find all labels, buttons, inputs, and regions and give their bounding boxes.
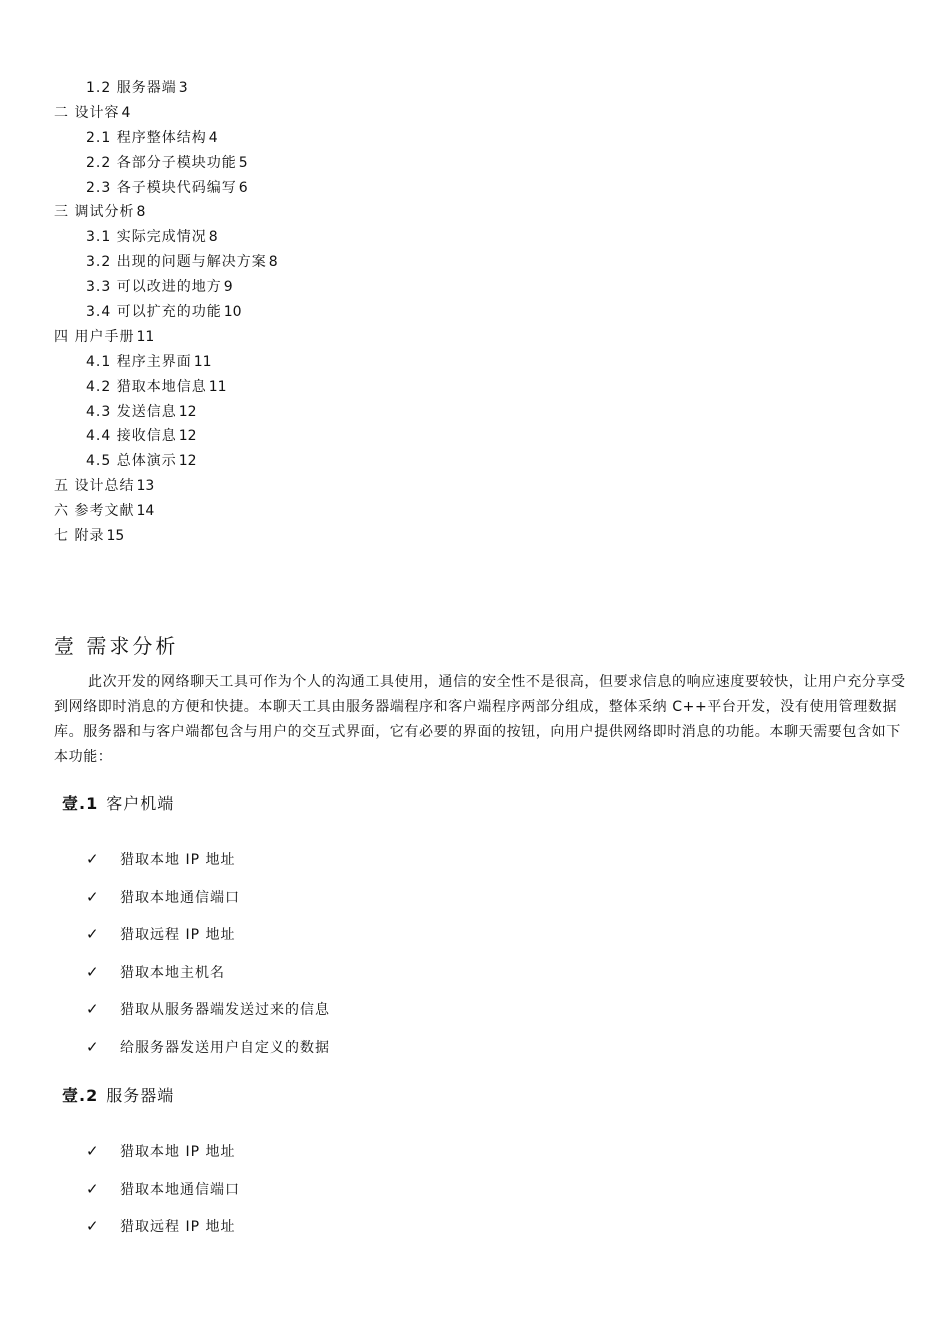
subsection-number: 壹.1 bbox=[62, 794, 99, 813]
list-item: ✓ 给服务器发送用户自定义的数据 bbox=[86, 1029, 330, 1067]
toc-item[interactable]: 七 附录 15 bbox=[54, 528, 125, 545]
checkmark-icon: ✓ bbox=[86, 1179, 100, 1198]
toc-item[interactable]: 六 参考文献 14 bbox=[54, 503, 155, 520]
toc-item[interactable]: 4.2 猎取本地信息 11 bbox=[86, 378, 227, 395]
list-item: ✓ 猎取本地 IP 地址 bbox=[86, 1133, 240, 1171]
list-item: ✓ 猎取从服务器端发送过来的信息 bbox=[86, 991, 330, 1029]
section-heading bbox=[54, 630, 178, 659]
checkmark-icon: ✓ bbox=[86, 850, 100, 868]
list-item: ✓ 猎取本地通信端口 bbox=[86, 1171, 240, 1209]
list-item: ✓ 猎取远程 IP 地址 bbox=[86, 1208, 240, 1246]
table-of-contents bbox=[54, 76, 554, 549]
toc-item[interactable]: 3.4 可以扩充的功能 10 bbox=[86, 304, 242, 321]
toc-item[interactable]: 4.1 程序主界面 11 bbox=[86, 353, 212, 370]
toc-item[interactable]: 2.3 各子模块代码编写 6 bbox=[86, 179, 248, 196]
toc-item[interactable]: 三 调试分析 8 bbox=[54, 204, 146, 221]
toc-item[interactable]: 2.2 各部分子模块功能 5 bbox=[86, 154, 248, 171]
body-paragraph bbox=[54, 670, 906, 770]
list-item: ✓ 猎取本地 IP 地址 bbox=[86, 841, 330, 879]
client-feature-list bbox=[86, 841, 330, 1066]
section-number: 壹 bbox=[54, 634, 77, 658]
checkmark-icon: ✓ bbox=[86, 1217, 100, 1235]
list-item: ✓ 猎取本地通信端口 bbox=[86, 879, 330, 917]
subsection-title: 服务器端 bbox=[106, 1086, 175, 1105]
checkmark-icon: ✓ bbox=[86, 925, 100, 943]
subsection-number: 壹.2 bbox=[62, 1086, 99, 1105]
section-title: 需求分析 bbox=[86, 634, 179, 658]
toc-item[interactable]: 3.1 实际完成情况 8 bbox=[86, 229, 218, 246]
list-item: ✓ 猎取远程 IP 地址 bbox=[86, 916, 330, 954]
paragraph-text: 此次开发的网络聊天工具可作为个人的沟通工具使用，通信的安全性不是很高，但要求信息的响应速度要较快，让用户充分享受到网络即时消息的方便和快捷。本聊天工具由服务器端程序和客户端程序两部分组成，整体采纳 C++平台开发，没有使用管理数据库。服务器和与客户端都包含与用户的交互式界面，它有必要的界面的按钮，向用户提供网络即时消息的功能。本聊天需要包含如下本功能： bbox=[54, 674, 906, 765]
server-feature-list bbox=[86, 1133, 240, 1246]
subsection-heading bbox=[62, 1083, 174, 1106]
toc-item[interactable]: 4.5 总体演示 12 bbox=[86, 453, 197, 470]
toc-item[interactable]: 1.2 服务器端 3 bbox=[86, 80, 188, 96]
subsection-title: 客户机端 bbox=[106, 794, 175, 813]
checkmark-icon: ✓ bbox=[86, 1037, 100, 1056]
checkmark-icon: ✓ bbox=[86, 887, 100, 906]
checkmark-icon: ✓ bbox=[86, 962, 100, 981]
toc-item[interactable]: 2.1 程序整体结构 4 bbox=[86, 129, 218, 146]
toc-item[interactable]: 四 用户手册 11 bbox=[54, 328, 155, 345]
toc-item[interactable]: 3.3 可以改进的地方 9 bbox=[86, 279, 233, 296]
checkmark-icon: ✓ bbox=[86, 1000, 100, 1018]
list-item: ✓ 猎取本地主机名 bbox=[86, 954, 330, 992]
toc-item[interactable]: 4.3 发送信息 12 bbox=[86, 403, 197, 420]
toc-item[interactable]: 五 设计总结 13 bbox=[54, 478, 155, 495]
subsection-heading bbox=[62, 791, 174, 814]
checkmark-icon: ✓ bbox=[86, 1142, 100, 1160]
toc-item[interactable]: 二 设计容 4 bbox=[54, 104, 131, 121]
toc-item[interactable]: 4.4 接收信息 12 bbox=[86, 428, 197, 445]
toc-item[interactable]: 3.2 出现的问题与解决方案 8 bbox=[86, 254, 278, 271]
